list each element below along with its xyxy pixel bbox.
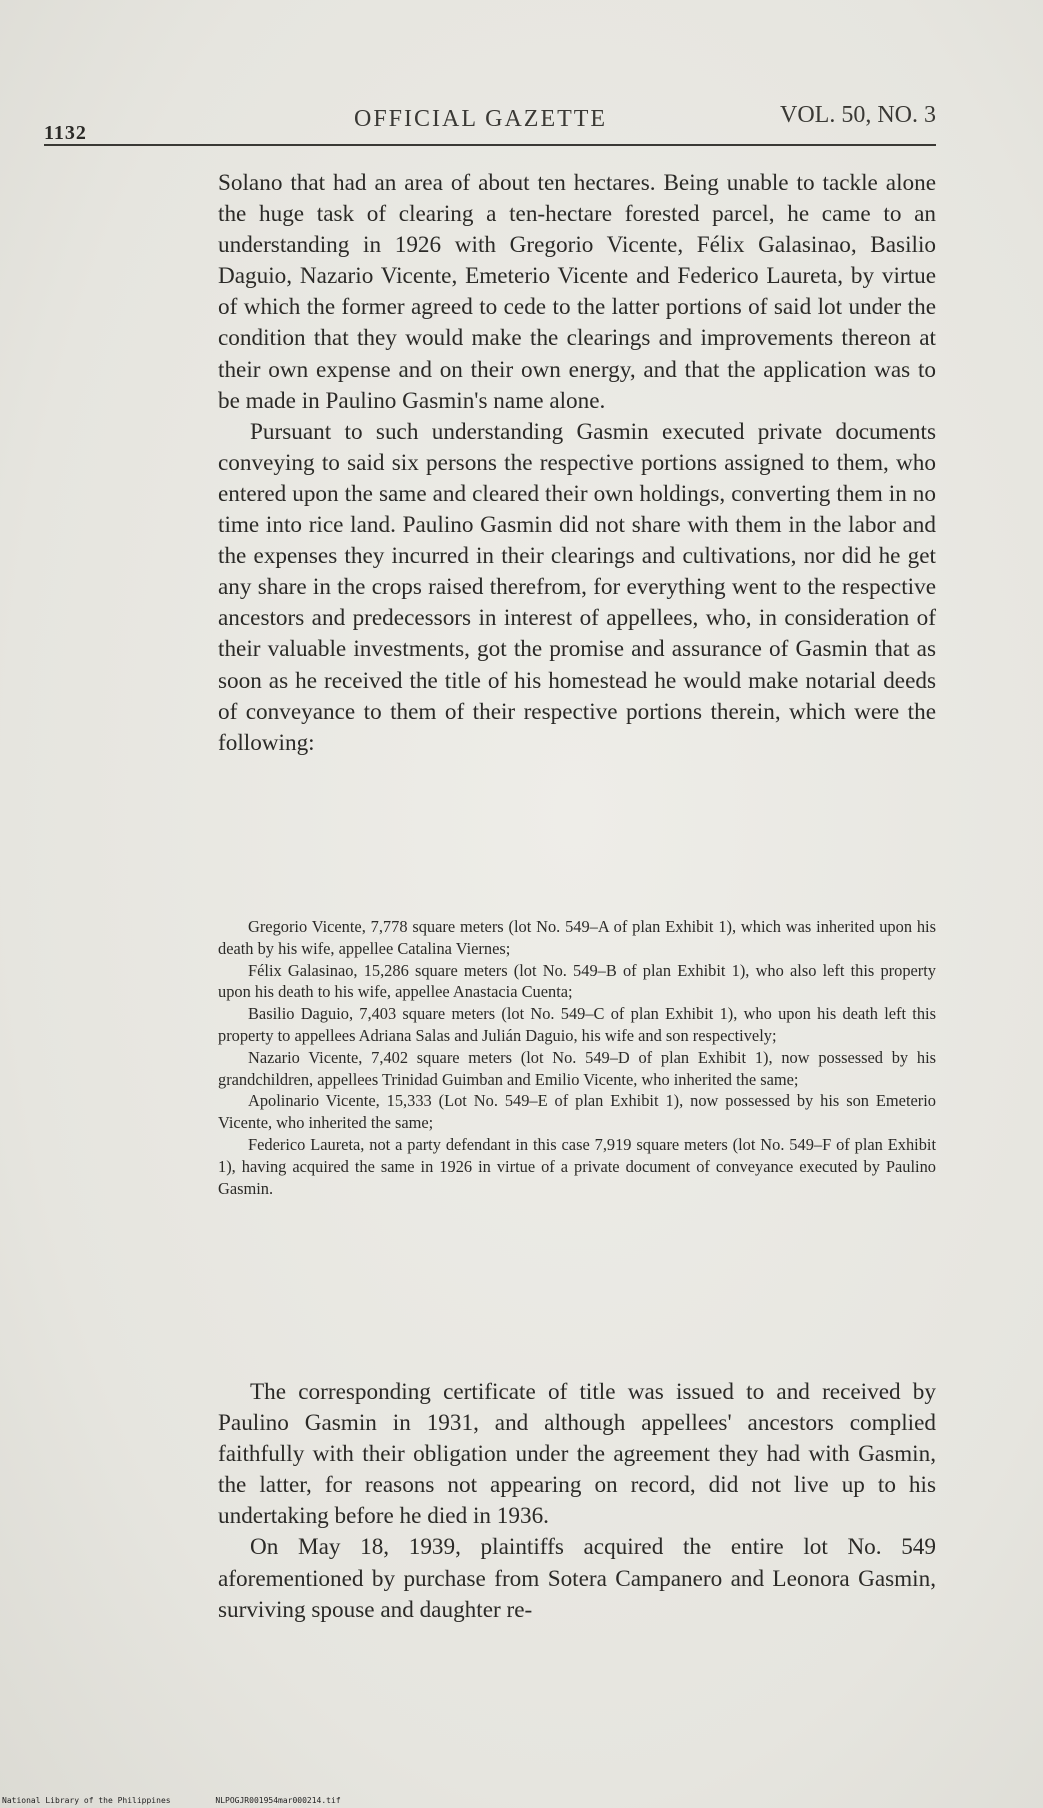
list-item: Gregorio Vicente, 7,778 square meters (lot No. 549–A of plan Exhibit 1), which was inherited upon his death by his wife, appellee Catalina Viernes; (218, 917, 936, 958)
file-label: NLPOGJR001954mar000214.tif (215, 1796, 341, 1805)
closing-text (218, 1377, 936, 1626)
page-number: 1132 (44, 122, 87, 144)
scan-footer (2, 1796, 381, 1805)
list-item: Federico Laureta, not a party defendant in this case 7,919 square meters (lot No. 549–F of plan Exhibit 1), having acquired the same in 1926 in virtue of a private document of conveyance executed by Paulino Gasmin. (218, 1134, 936, 1198)
paragraph: Solano that had an area of about ten hectares. Being unable to tackle alone the huge task of clearing a ten-hectare forested parcel, he came to an understanding in 1926 with Gregorio Vicente, Félix Galasinao, Basilio Daguio, Nazario Vicente, Emeterio Vicente and Federico Laureta, by virtue of which the former agreed to cede to the latter portions of said lot under the condition that they would make the clearings and improvements thereon at their own expense and on their own energy, and that the application was to be made in Paulino Gasmin's name alone. (218, 170, 936, 414)
conveyance-list (218, 916, 936, 1199)
page-header (44, 100, 936, 146)
list-item: Apolinario Vicente, 15,333 (Lot No. 549–E of plan Exhibit 1), now possessed by his son Emeterio Vicente, who inherited the same; (218, 1091, 936, 1133)
gazette-title: OFFICIAL GAZETTE (354, 106, 608, 132)
list-item: Nazario Vicente, 7,402 square meters (lot No. 549–D of plan Exhibit 1), now possessed by his grandchildren, appellees Trinidad Guimban and Emilio Vicente, who inherited the same; (218, 1047, 936, 1089)
library-label: National Library of the Philippines (2, 1796, 171, 1805)
list-item: Basilio Daguio, 7,403 square meters (lot No. 549–C of plan Exhibit 1), who upon his death left this property to appellees Adriana Salas and Julián Daguio, his wife and son respectively; (218, 1004, 936, 1045)
paragraph: On May 18, 1939, plaintiffs acquired the entire lot No. 549 aforementioned by purchase from Sotera Campanero and Leonora Gasmin, surviving spouse and daughter re- (218, 1534, 936, 1623)
volume-label: VOL. 50, NO. 3 (780, 102, 936, 128)
paragraph: The corresponding certificate of title was issued to and received by Paulino Gasmin in 1931, and although appellees' ancestors complied faithfully with their obligation under the agreement they had with Gasmin, the latter, for reasons not appearing on record, did not live up to his undertaking before he died in 1936. (218, 1379, 936, 1530)
list-item: Félix Galasinao, 15,286 square meters (lot No. 549–B of plan Exhibit 1), who also left this property upon his death to his wife, appellee Anastacia Cuenta; (218, 960, 936, 1002)
main-text (218, 168, 936, 759)
paragraph: Pursuant to such understanding Gasmin executed private documents conveying to said six persons the respective portions assigned to them, who entered upon the same and cleared their own holdings, converting them in no time into rice land. Paulino Gasmin did not share with them in the labor and the expenses they incurred in their clearings and cultivations, nor did he get any share in the crops raised therefrom, for everything went to the respective ancestors and predecessors in interest of appellees, who, in consideration of their valuable investments, got the promise and assurance of Gasmin that as soon as he received the title of his homestead he would make notarial deeds of conveyance to them of their respective portions therein, which were the following: (218, 418, 936, 756)
